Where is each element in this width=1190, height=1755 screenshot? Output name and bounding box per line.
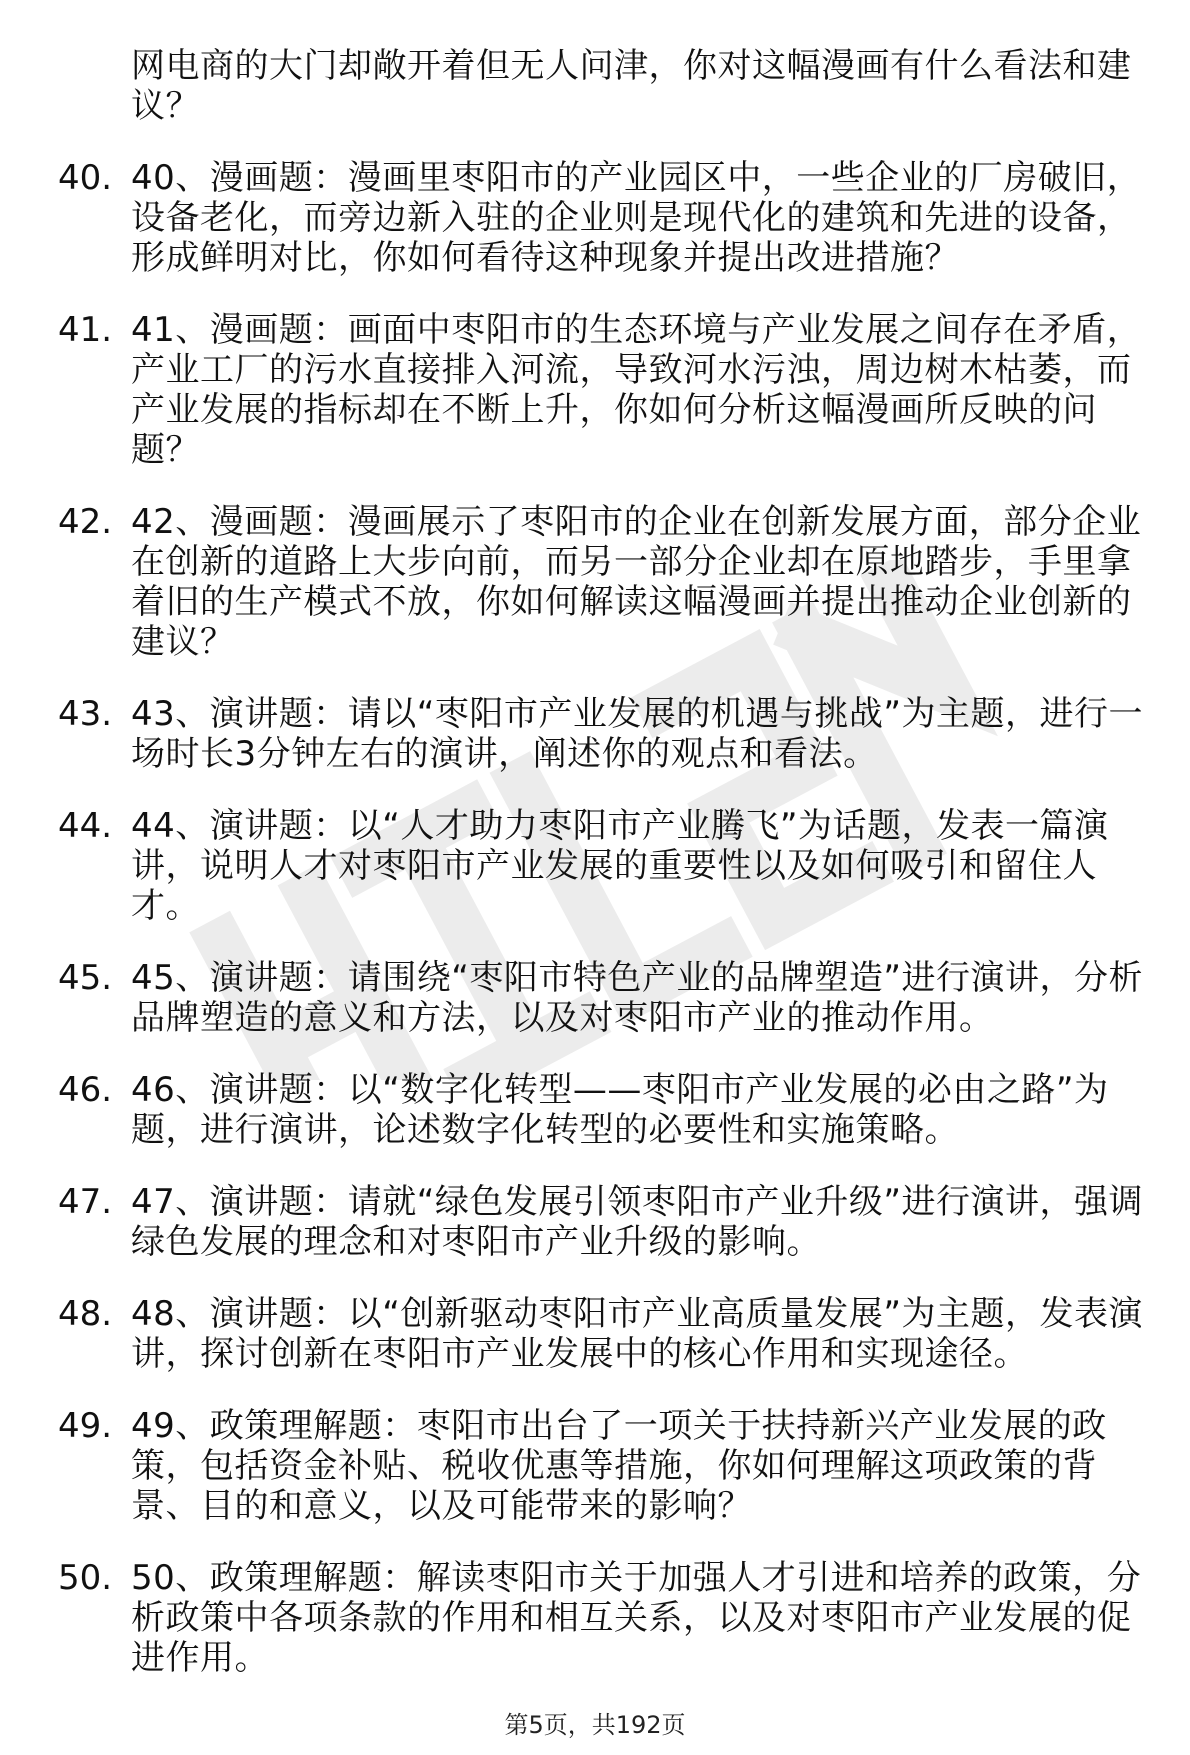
list-item: [0, 310, 1190, 470]
list-item-text: 44、演讲题：以“人才助力枣阳市产业腾飞”为话题，发表一篇演讲，说明人才对枣阳市产业发展的重要性以及如何吸引和留住人才。: [131, 806, 1109, 926]
list-item: [0, 1294, 1190, 1374]
list-item-text: 41、漫画题：画面中枣阳市的生态环境与产业发展之间存在矛盾，产业工厂的污水直接排入河流，导致河水污浊，周边树木枯萎，而产业发展的指标却在不断上升，你如何分析这幅漫画所反映的问题？: [131, 310, 1142, 470]
list-item-number: 45.: [58, 958, 113, 998]
list-item: [0, 694, 1190, 774]
list-item: [0, 158, 1190, 278]
list-item-number: 48.: [58, 1294, 113, 1334]
list-item-text: 50、政策理解题：解读枣阳市关于加强人才引进和培养的政策，分析政策中各项条款的作用和相互关系，以及对枣阳市产业发展的促进作用。: [131, 1558, 1142, 1678]
list-item-number: 50.: [58, 1558, 113, 1598]
list-item: [0, 502, 1190, 662]
continuation-paragraph: 网电商的大门却敞开着但无人问津，你对这幅漫画有什么看法和建议？: [131, 46, 1132, 126]
list-item-number: 43.: [58, 694, 113, 734]
list-item-text: 46、演讲题：以“数字化转型——枣阳市产业发展的必由之路”为题，进行演讲，论述数字化转型的必要性和实施策略。: [131, 1070, 1109, 1150]
list-item: [0, 1070, 1190, 1150]
list-item-text: 40、漫画题：漫画里枣阳市的产业园区中，一些企业的厂房破旧，设备老化，而旁边新入驻的企业则是现代化的建筑和先进的设备，形成鲜明对比，你如何看待这种现象并提出改进措施？: [131, 158, 1142, 278]
list-item: [0, 1182, 1190, 1262]
list-item-number: 42.: [58, 502, 113, 542]
page-footer: 第5页，共192页: [504, 1711, 686, 1739]
list-item-number: 44.: [58, 806, 113, 846]
list-item-number: 46.: [58, 1070, 113, 1110]
list-item-text: 49、政策理解题：枣阳市出台了一项关于扶持新兴产业发展的政策，包括资金补贴、税收优惠等措施，你如何理解这项政策的背景、目的和意义，以及可能带来的影响？: [131, 1406, 1107, 1526]
list-item: [0, 806, 1190, 926]
list-item-number: 49.: [58, 1406, 113, 1446]
list-item-text: 43、演讲题：请以“枣阳市产业发展的机遇与挑战”为主题，进行一场时长3分钟左右的演讲，阐述你的观点和看法。: [131, 694, 1143, 774]
list-item: [0, 958, 1190, 1038]
list-item-text: 45、演讲题：请围绕“枣阳市特色产业的品牌塑造”进行演讲，分析品牌塑造的意义和方法，以及对枣阳市产业的推动作用。: [131, 958, 1143, 1038]
list-item-number: 41.: [58, 310, 113, 350]
list-item-number: 40.: [58, 158, 113, 198]
list-item-text: 42、漫画题：漫画展示了枣阳市的企业在创新发展方面，部分企业在创新的道路上大步向前，而另一部分企业却在原地踏步，手里拿着旧的生产模式不放，你如何解读这幅漫画并提出推动企业创新的建议？: [131, 502, 1142, 662]
list-item-text: 47、演讲题：请就“绿色发展引领枣阳市产业升级”进行演讲，强调绿色发展的理念和对枣阳市产业升级的影响。: [131, 1182, 1143, 1262]
document-body: [0, 46, 1190, 1710]
list-item-text: 48、演讲题：以“创新驱动枣阳市产业高质量发展”为主题，发表演讲，探讨创新在枣阳市产业发展中的核心作用和实现途径。: [131, 1294, 1143, 1374]
list-item-number: 47.: [58, 1182, 113, 1222]
list-item: [0, 1558, 1190, 1678]
list-item: [0, 1406, 1190, 1526]
